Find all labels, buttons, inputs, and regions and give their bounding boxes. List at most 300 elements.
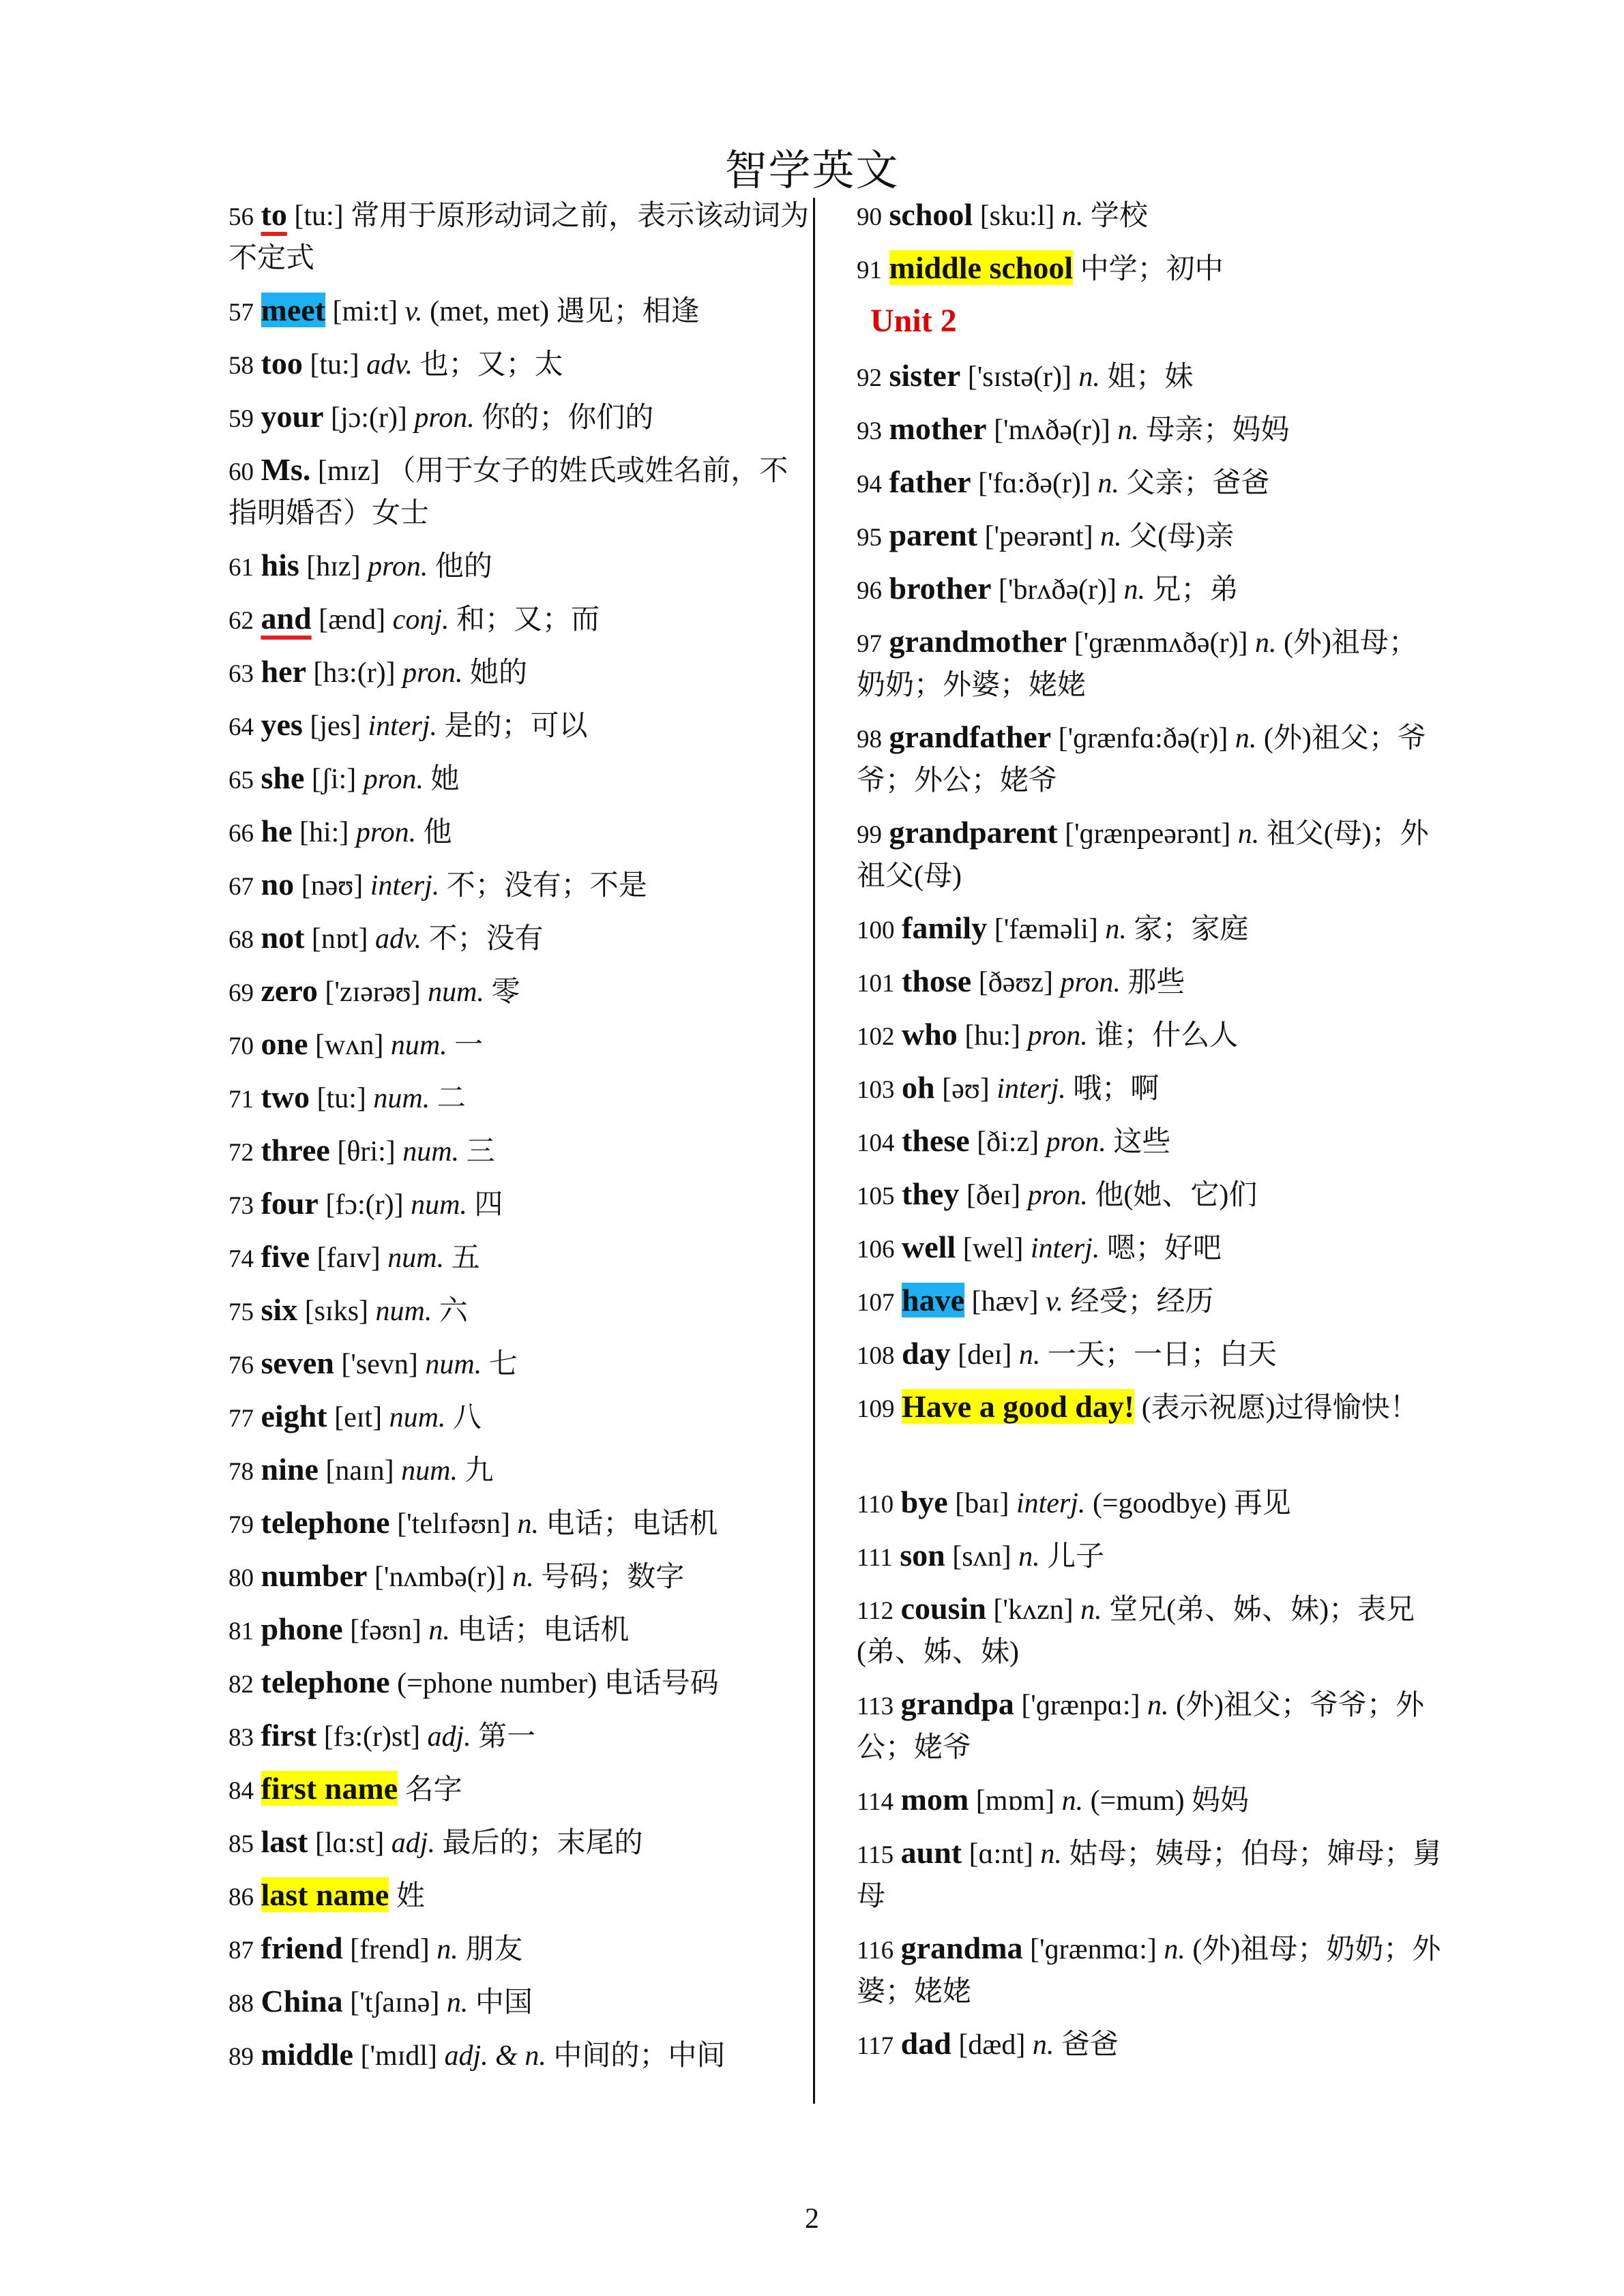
- entry-part-of-speech: n.: [1147, 1690, 1169, 1721]
- entry-number: 79: [228, 1511, 254, 1539]
- entry-meaning: 爸爸: [1061, 2029, 1119, 2061]
- entry-word: no: [261, 867, 295, 901]
- entry-part-of-speech: n.: [1164, 1934, 1185, 1965]
- entry-meaning: 兄；弟: [1152, 574, 1239, 606]
- entry-meaning: 不；没有: [428, 923, 544, 955]
- entry-number: 85: [228, 1830, 254, 1858]
- entry-pronunciation: [ʃi:]: [311, 764, 357, 795]
- vocab-entry: [228, 449, 815, 534]
- vocab-entry: [857, 1333, 1443, 1377]
- entry-word: those: [902, 964, 972, 998]
- entry-part-of-speech: pron.: [1046, 1127, 1106, 1158]
- entry-word: have: [902, 1283, 964, 1317]
- entry-part-of-speech: num.: [411, 1189, 467, 1221]
- entry-word: oh: [902, 1070, 935, 1105]
- entry-pronunciation: [baɪ]: [955, 1488, 1009, 1519]
- entry-part-of-speech: pron.: [1027, 1020, 1088, 1052]
- entry-meaning: 第一: [478, 1721, 536, 1753]
- entry-number: 62: [228, 607, 254, 635]
- vocab-entry: [228, 598, 815, 642]
- entry-word: mother: [889, 411, 987, 446]
- entry-pronunciation: [sɪks]: [304, 1296, 369, 1327]
- entry-pronunciation: [faɪv]: [316, 1242, 381, 1274]
- entry-word: and: [261, 601, 312, 636]
- vocab-entry: [857, 194, 1443, 238]
- entry-meaning: 他: [423, 817, 452, 848]
- entry-meaning: 中国: [475, 1987, 533, 2018]
- entry-number: 117: [857, 2032, 894, 2060]
- entry-pronunciation: [ɑ:nt]: [969, 1838, 1033, 1870]
- entry-pronunciation: ['ɡrænfɑ:ðə(r)]: [1058, 723, 1228, 754]
- entry-meaning: 五: [451, 1242, 480, 1274]
- entry-number: 107: [857, 1289, 895, 1317]
- entry-pronunciation: ['fɑ:ðə(r)]: [978, 468, 1091, 499]
- entry-meaning: 名字: [404, 1774, 462, 1806]
- entry-part-of-speech: adj.: [427, 1721, 471, 1753]
- entry-number: 87: [228, 1937, 254, 1965]
- entry-number: 109: [857, 1395, 895, 1423]
- entry-part-of-speech: n.: [446, 1987, 469, 2018]
- entry-meaning: 七: [488, 1349, 518, 1380]
- entry-part-of-speech: n.: [1254, 627, 1277, 659]
- entry-pronunciation: ['ɡrænpeərənt]: [1065, 818, 1231, 850]
- entry-word: who: [902, 1017, 958, 1052]
- entry-meaning: 九: [464, 1455, 494, 1487]
- entry-number: 99: [857, 821, 882, 849]
- entry-word: school: [889, 197, 973, 232]
- entry-meaning: 一: [454, 1030, 484, 1061]
- entry-pronunciation: ['mʌðə(r)]: [994, 415, 1110, 446]
- entry-meaning: 她: [430, 764, 460, 795]
- entry-word: middle: [261, 2037, 353, 2072]
- entry-meaning: 零: [491, 976, 520, 1008]
- entry-meaning: 中间的；中间: [553, 2040, 726, 2072]
- vocab-entry: [228, 811, 815, 854]
- entry-number: 108: [857, 1342, 895, 1370]
- entry-pronunciation: [hi:]: [299, 817, 349, 848]
- vocab-entry: [228, 1396, 815, 1440]
- entry-meaning: 嗯；好吧: [1106, 1233, 1222, 1264]
- entry-pronunciation: [fɔ:(r)]: [325, 1189, 404, 1221]
- entry-part-of-speech: v.: [404, 296, 423, 327]
- unit-heading: Unit 2: [870, 303, 957, 339]
- entry-number: 91: [857, 256, 882, 284]
- entry-word: last: [261, 1824, 308, 1859]
- entry-meaning: 四: [474, 1189, 503, 1221]
- entry-meaning: (外)祖父；爷爷；外公；姥爷: [857, 723, 1426, 796]
- entry-part-of-speech: n.: [437, 1934, 458, 1965]
- entry-meaning: 学校: [1090, 200, 1148, 232]
- entry-pronunciation: [ænd]: [319, 604, 386, 636]
- vocab-entry: [857, 1928, 1443, 2012]
- entry-word: Ms.: [261, 452, 311, 487]
- entry-part-of-speech: n.: [1117, 415, 1139, 446]
- entry-word: telephone: [261, 1665, 390, 1699]
- entry-word: aunt: [900, 1835, 962, 1870]
- entry-number: 104: [857, 1129, 895, 1157]
- vocab-entry: [228, 704, 815, 748]
- vocab-entry: [857, 1067, 1443, 1111]
- entry-pronunciation: [nɒt]: [311, 923, 368, 955]
- entry-pronunciation: [hɪz]: [306, 551, 361, 582]
- entry-part-of-speech: num.: [387, 1242, 445, 1274]
- vocab-entry: [228, 1875, 815, 1918]
- vocab-entry: [857, 1280, 1443, 1324]
- page-number: 2: [805, 2203, 819, 2235]
- entry-part-of-speech: n.: [1235, 723, 1257, 754]
- entry-number: 70: [228, 1032, 254, 1060]
- vocab-entry: [228, 1183, 815, 1227]
- entry-number: 89: [228, 2043, 254, 2071]
- entry-meaning: 儿子: [1047, 1541, 1105, 1572]
- entry-number: 114: [857, 1788, 894, 1816]
- vocab-entry: [228, 545, 815, 588]
- entry-pronunciation: [nəʊ]: [301, 870, 364, 901]
- entry-part-of-speech: pron.: [1060, 967, 1121, 998]
- entry-number: 61: [228, 554, 254, 582]
- entry-part-of-speech: n.: [1097, 468, 1119, 499]
- entry-meaning: (外)祖父；爷爷；外公；姥爷: [857, 1690, 1424, 1763]
- entry-word: number: [261, 1558, 368, 1593]
- vocab-entry: [857, 717, 1443, 801]
- entry-meaning: 一天；一日；白天: [1047, 1339, 1277, 1371]
- entry-word: telephone: [261, 1505, 390, 1540]
- entry-part-of-speech: n.: [428, 1615, 450, 1646]
- entry-meaning: (met, met) 遇见；相逢: [430, 296, 700, 327]
- entry-pronunciation: [ði:z]: [977, 1127, 1039, 1158]
- entry-part-of-speech: interj.: [370, 870, 440, 901]
- entry-pronunciation: [ðeɪ]: [966, 1180, 1021, 1211]
- entry-word: four: [261, 1186, 319, 1221]
- entry-pronunciation: [fəʊn]: [350, 1615, 422, 1646]
- entry-word: cousin: [900, 1591, 986, 1626]
- entry-number: 73: [228, 1192, 254, 1220]
- entry-pronunciation: [hu:]: [964, 1020, 1020, 1052]
- entry-pronunciation: [fɜ:(r)st]: [323, 1721, 420, 1753]
- entry-pronunciation: ['ɡrænmʌðə(r)]: [1074, 627, 1248, 659]
- entry-word: grandparent: [889, 815, 1058, 850]
- entry-word: he: [261, 814, 293, 848]
- vocab-entry: [228, 290, 815, 333]
- entry-part-of-speech: n.: [1078, 361, 1100, 393]
- entry-number: 65: [228, 766, 254, 794]
- entry-word: her: [261, 654, 306, 689]
- entry-word: one: [261, 1026, 308, 1061]
- entry-word: six: [261, 1292, 298, 1327]
- entry-pronunciation: [jes]: [310, 711, 361, 742]
- entry-meaning: 号码；数字: [541, 1562, 685, 1593]
- entry-meaning: 你的；你们的: [482, 402, 654, 434]
- entry-word: parent: [889, 518, 977, 552]
- entry-meaning: 她的: [469, 657, 527, 689]
- vocab-entry: [857, 408, 1443, 452]
- entry-meaning: 家；家庭: [1134, 914, 1249, 945]
- vocab-entry: [228, 864, 815, 908]
- entry-number: 115: [857, 1841, 894, 1869]
- entry-word: phone: [261, 1611, 343, 1646]
- entry-word: meet: [261, 293, 325, 327]
- entry-number: 111: [857, 1544, 893, 1572]
- entry-word: they: [902, 1176, 960, 1211]
- entry-word: China: [261, 1984, 343, 2018]
- entry-word: too: [261, 346, 303, 381]
- entry-meaning: (表示祝愿)过得愉快！: [1141, 1392, 1419, 1424]
- entry-pronunciation: ['fæməli]: [994, 914, 1098, 945]
- vocab-entry: [228, 970, 815, 1014]
- entry-meaning: 二: [437, 1083, 466, 1114]
- entry-pronunciation: (=phone number): [397, 1668, 597, 1699]
- entry-number: 57: [228, 299, 254, 327]
- entry-number: 77: [228, 1405, 254, 1433]
- vocab-entry: [857, 961, 1443, 1004]
- entry-number: 106: [857, 1236, 895, 1264]
- entry-word: father: [889, 464, 971, 499]
- entry-number: 81: [228, 1617, 254, 1645]
- entry-number: 102: [857, 1023, 895, 1051]
- entry-meaning: 堂兄(弟、姊、妹)；表兄(弟、姊、妹): [857, 1594, 1415, 1668]
- vocab-entry: [857, 908, 1443, 951]
- entry-pronunciation: [hæv]: [971, 1286, 1039, 1317]
- entry-pronunciation: ['brʌðə(r)]: [998, 574, 1117, 606]
- vocab-entry: [857, 1386, 1443, 1430]
- entry-word: these: [902, 1123, 970, 1158]
- entry-number: 66: [228, 820, 254, 848]
- entry-pronunciation: [ðəʊz]: [978, 967, 1054, 998]
- entry-number: 88: [228, 1990, 254, 2018]
- entry-part-of-speech: conj.: [392, 604, 449, 636]
- entry-meaning: 这些: [1113, 1127, 1171, 1158]
- entry-number: 68: [228, 926, 254, 954]
- entry-pronunciation: ['ɡrænpɑ:]: [1021, 1690, 1140, 1721]
- entry-pronunciation: ['sevn]: [341, 1349, 418, 1380]
- entry-part-of-speech: pron.: [363, 764, 424, 795]
- entry-part-of-speech: n.: [1080, 1594, 1102, 1626]
- entry-part-of-speech: n.: [1040, 1838, 1062, 1870]
- entry-meaning: (外)祖母；奶奶；外婆；姥姥: [857, 1934, 1441, 2008]
- entry-number: 58: [228, 352, 254, 380]
- entry-word: to: [261, 197, 287, 232]
- vocab-entry: [857, 1684, 1443, 1768]
- entry-pronunciation: [θri:]: [337, 1136, 396, 1167]
- entry-meaning: 父(母)亲: [1129, 521, 1235, 552]
- vocab-entry: [857, 1014, 1443, 1058]
- entry-meaning: 那些: [1127, 967, 1185, 998]
- vocab-entry: [857, 1120, 1443, 1164]
- entry-number: 59: [228, 405, 254, 433]
- entry-meaning: 祖父(母)；外祖父(母): [857, 818, 1429, 892]
- entry-part-of-speech: n.: [1100, 521, 1122, 552]
- vocab-entry: [228, 343, 815, 387]
- entry-number: 97: [857, 630, 882, 658]
- vocab-entry: [857, 1535, 1443, 1579]
- entry-word: Have a good day!: [902, 1389, 1135, 1424]
- entry-number: 67: [228, 873, 254, 901]
- entry-part-of-speech: interj.: [1016, 1488, 1086, 1519]
- entry-part-of-speech: pron.: [1027, 1180, 1088, 1211]
- entry-pronunciation: [dæd]: [958, 2029, 1026, 2061]
- entry-pronunciation: [tu:]: [310, 349, 359, 381]
- entry-meaning: 六: [439, 1296, 468, 1327]
- entry-number: 76: [228, 1352, 254, 1380]
- entry-pronunciation: [naɪn]: [325, 1455, 394, 1487]
- entry-number: 83: [228, 1724, 254, 1752]
- vocab-entry: [857, 812, 1443, 897]
- vocab-entry: [228, 1715, 815, 1759]
- entry-number: 113: [857, 1693, 894, 1720]
- vocab-entry: [857, 568, 1443, 612]
- entry-number: 94: [857, 471, 882, 498]
- entry-part-of-speech: v.: [1046, 1286, 1064, 1317]
- vocab-entry: [857, 515, 1443, 558]
- entry-pronunciation: [frend]: [350, 1934, 430, 1965]
- entry-number: 80: [228, 1564, 254, 1592]
- vocab-entry: [857, 1174, 1443, 1217]
- entry-meaning: 谁；什么人: [1095, 1020, 1239, 1052]
- entry-meaning: 朋友: [465, 1934, 523, 1965]
- entry-number: 72: [228, 1139, 254, 1167]
- entry-number: 96: [857, 577, 882, 605]
- vocab-entry: [228, 194, 815, 279]
- vocab-entry: [228, 1130, 815, 1174]
- entry-part-of-speech: interj.: [368, 711, 437, 742]
- entry-number: 105: [857, 1182, 895, 1210]
- entry-part-of-speech: num.: [401, 1455, 458, 1487]
- entry-word: two: [261, 1079, 310, 1114]
- entry-word: day: [902, 1336, 951, 1371]
- vocab-entry: [857, 1832, 1443, 1917]
- entry-meaning: 也；又；太: [419, 349, 563, 381]
- entry-number: 84: [228, 1777, 254, 1805]
- entry-pronunciation: [sʌn]: [952, 1541, 1012, 1572]
- entry-pronunciation: [deɪ]: [958, 1339, 1012, 1371]
- entry-pronunciation: ['zɪərəʊ]: [325, 976, 421, 1008]
- entry-pronunciation: ['peərənt]: [984, 521, 1093, 552]
- entry-word: first: [261, 1718, 317, 1753]
- vocab-entry: [857, 1588, 1443, 1673]
- vocab-entry: [228, 1289, 815, 1333]
- entry-meaning: 和；又；而: [456, 604, 600, 636]
- vocab-entry: [857, 621, 1443, 706]
- entry-number: 92: [857, 364, 882, 392]
- entry-part-of-speech: interj.: [996, 1073, 1066, 1105]
- entry-part-of-speech: adj.: [391, 1828, 435, 1859]
- entry-number: 90: [857, 203, 882, 231]
- entry-pronunciation: [mɒm]: [975, 1785, 1055, 1817]
- entry-pronunciation: [hɜ:(r)]: [313, 657, 396, 689]
- entry-meaning: 电话；电话机: [546, 1508, 718, 1540]
- entry-pronunciation: [əʊ]: [942, 1073, 990, 1105]
- entry-meaning: 父亲；爸爸: [1126, 468, 1270, 499]
- entry-pronunciation: ['telɪfəʊn]: [397, 1508, 510, 1540]
- entry-word: grandpa: [900, 1686, 1014, 1721]
- vocab-entry: [228, 1449, 815, 1493]
- entry-part-of-speech: pron.: [402, 657, 463, 689]
- entry-part-of-speech: num.: [428, 976, 484, 1008]
- entry-word: mom: [900, 1782, 969, 1817]
- entry-part-of-speech: n.: [1237, 818, 1260, 850]
- entry-number: 78: [228, 1458, 254, 1486]
- entry-meaning: 经受；经历: [1070, 1286, 1214, 1317]
- vocab-entry: [228, 1236, 815, 1280]
- entry-number: 86: [228, 1883, 254, 1911]
- entry-meaning: 不；没有；不是: [446, 870, 647, 901]
- vocab-entry: [857, 355, 1443, 399]
- entry-pronunciation: ['nʌmbə(r)]: [374, 1562, 505, 1593]
- entry-word: dad: [900, 2026, 951, 2061]
- entry-meaning: 常用于原形动词之前，表示该动词为不定式: [228, 200, 810, 274]
- entry-part-of-speech: pron.: [355, 817, 417, 848]
- entry-meaning: 姓: [396, 1881, 425, 1912]
- entry-number: 101: [857, 970, 895, 998]
- entry-number: 56: [228, 203, 254, 231]
- vocab-entry: [228, 1981, 815, 2025]
- entry-meaning: 他(她、它)们: [1095, 1180, 1258, 1211]
- entry-number: 69: [228, 979, 254, 1007]
- entry-part-of-speech: pron.: [368, 551, 428, 582]
- vocab-entry: [857, 462, 1443, 505]
- entry-number: 71: [228, 1086, 254, 1114]
- vocab-entry: [228, 917, 815, 961]
- entry-word: seven: [261, 1345, 334, 1380]
- entry-pronunciation: [lɑ:st]: [315, 1828, 385, 1859]
- entry-pronunciation: [tu:]: [294, 200, 344, 232]
- entry-pronunciation: ['mɪdl]: [360, 2040, 438, 2072]
- entry-number: 95: [857, 524, 882, 552]
- entry-meaning: 电话；电话机: [457, 1615, 630, 1646]
- entry-number: 93: [857, 417, 882, 445]
- vocab-entry: [857, 1227, 1443, 1270]
- vocab-entry: [857, 1482, 1443, 1525]
- entry-word: friend: [261, 1930, 343, 1965]
- entry-part-of-speech: n.: [1032, 2029, 1054, 2061]
- entry-pronunciation: [mɪz]: [317, 456, 380, 487]
- entry-word: first name: [261, 1771, 398, 1806]
- entry-part-of-speech: interj.: [1030, 1233, 1100, 1264]
- entry-meaning: (=mum) 妈妈: [1090, 1785, 1250, 1817]
- entry-word: three: [261, 1133, 330, 1167]
- entry-part-of-speech: n.: [517, 1508, 539, 1540]
- entry-meaning: (外)祖母；奶奶；外婆；姥姥: [857, 627, 1417, 701]
- entry-word: zero: [261, 973, 318, 1008]
- entry-number: 110: [857, 1491, 894, 1519]
- entry-pronunciation: ['tʃaɪnə]: [350, 1987, 440, 2018]
- entry-number: 64: [228, 713, 254, 741]
- entry-meaning: 哦；啊: [1073, 1073, 1160, 1105]
- entry-word: middle school: [889, 250, 1074, 285]
- entry-pronunciation: [wel]: [962, 1233, 1024, 1264]
- entry-number: 74: [228, 1245, 254, 1273]
- entry-meaning: 中学；初中: [1080, 254, 1224, 285]
- entry-word: his: [261, 548, 299, 582]
- entry-part-of-speech: adv.: [375, 923, 422, 955]
- entry-part-of-speech: num.: [373, 1083, 430, 1114]
- entry-word: sister: [889, 358, 961, 393]
- entry-meaning: 他的: [434, 551, 492, 582]
- entry-part-of-speech: num.: [425, 1349, 482, 1380]
- entry-meaning: (=goodbye) 再见: [1092, 1488, 1291, 1519]
- entry-part-of-speech: n.: [1105, 914, 1127, 945]
- vocab-entry: [228, 1768, 815, 1812]
- entry-part-of-speech: num.: [402, 1136, 460, 1167]
- entry-pronunciation: ['kʌzn]: [993, 1594, 1074, 1626]
- entry-part-of-speech: n.: [1061, 1785, 1084, 1817]
- entry-number: 112: [857, 1597, 894, 1625]
- entry-part-of-speech: num.: [375, 1296, 432, 1327]
- entry-number: 98: [857, 726, 882, 754]
- vocab-entry: [228, 396, 815, 440]
- entry-number: 103: [857, 1076, 895, 1104]
- entry-part-of-speech: n.: [1061, 200, 1084, 232]
